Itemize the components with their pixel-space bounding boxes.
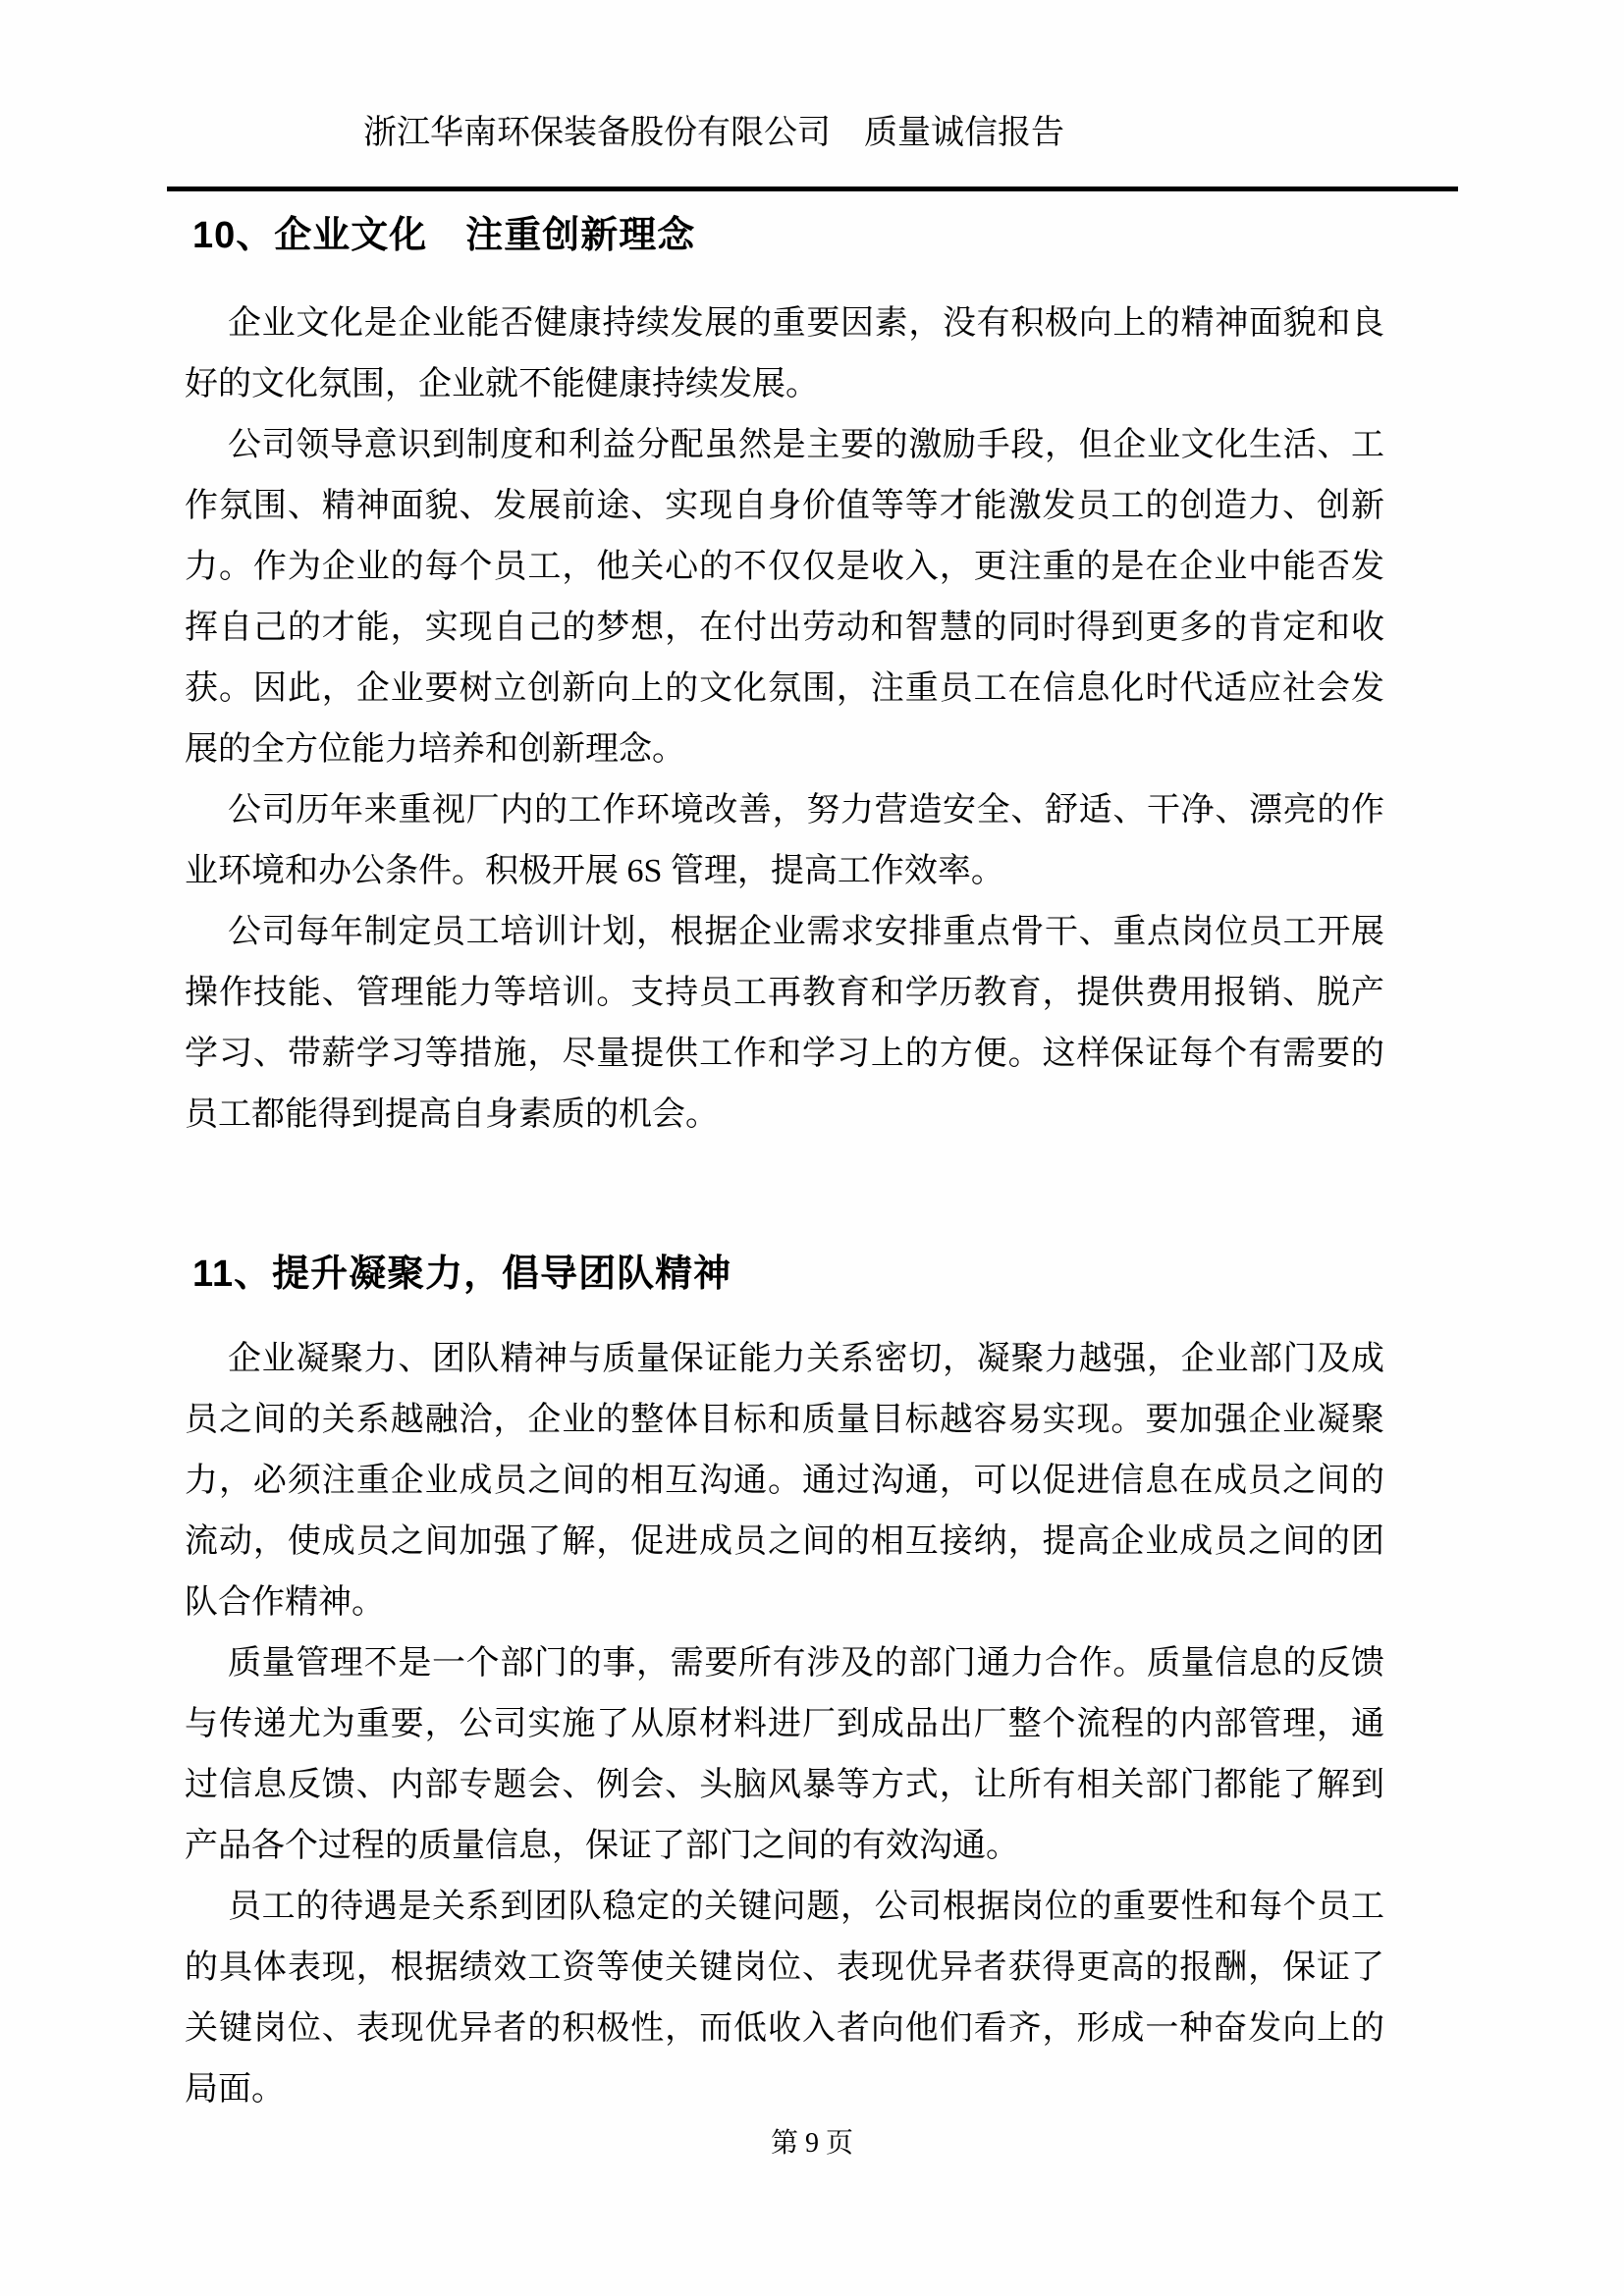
section-10-heading: 10、企业文化 注重创新理念 (192, 215, 696, 256)
page-header (0, 112, 1526, 155)
paragraph: 公司每年制定员工培训计划，根据企业需求安排重点骨干、重点岗位员工开展操作技能、管理能力等培训。支持员工再教育和学历教育，提供费用报销、脱产学习、带薪学习等措施，尽量提供工作和学习上的方便。这样保证每个有需要的员工都能得到提高自身素质的机会。 (185, 914, 1384, 1133)
page-number: 第 9 页 (770, 2128, 853, 2159)
paragraph: 公司历年来重视厂内的工作环境改善，努力营造安全、舒适、干净、漂亮的作业环境和办公条件。积极开展 6S 管理，提高工作效率。 (185, 792, 1384, 889)
section-10-body (185, 294, 1384, 1146)
paragraph: 员工的待遇是关系到团队稳定的关键问题，公司根据岗位的重要性和每个员工的具体表现，根据绩效工资等使关键岗位、表现优异者获得更高的报酬，保证了关键岗位、表现优异者的积极性，而低收入者向他们看齐，形成一种奋发向上的局面。 (185, 1889, 1384, 2108)
page-header-title: 浙江华南环保装备股份有限公司 质量诚信报告 (363, 115, 1064, 151)
section-11-body (185, 1329, 1384, 2120)
paragraph: 企业文化是企业能否健康持续发展的重要因素，没有积极向上的精神面貌和良好的文化氛围，企业就不能健康持续发展。 (185, 305, 1384, 402)
section-11-heading: 11、提升凝聚力，倡导团队精神 (192, 1254, 732, 1295)
paragraph: 企业凝聚力、团队精神与质量保证能力关系密切，凝聚力越强，企业部门及成员之间的关系越融洽，企业的整体目标和质量目标越容易实现。要加强企业凝聚力，必须注重企业成员之间的相互沟通。通过沟通，可以促进信息在成员之间的流动，使成员之间加强了解，促进成员之间的相互接纳，提高企业成员之间的团队合作精神。 (185, 1341, 1384, 1621)
paragraph: 公司领导意识到制度和利益分配虽然是主要的激励手段，但企业文化生活、工作氛围、精神面貌、发展前途、实现自身价值等等才能激发员工的创造力、创新力。作为企业的每个员工，他关心的不仅仅是收入，更注重的是在企业中能否发挥自己的才能，实现自己的梦想，在付出劳动和智慧的同时得到更多的肯定和收获。因此，企业要树立创新向上的文化氛围，注重员工在信息化时代适应社会发展的全方位能力培养和创新理念。 (185, 427, 1384, 768)
paragraph: 质量管理不是一个部门的事，需要所有涉及的部门通力合作。质量信息的反馈与传递尤为重要，公司实施了从原材料进厂到成品出厂整个流程的内部管理，通过信息反馈、内部专题会、例会、头脑风暴等方式，让所有相关部门都能了解到产品各个过程的质量信息，保证了部门之间的有效沟通。 (185, 1645, 1384, 1864)
header-divider (167, 187, 1458, 191)
